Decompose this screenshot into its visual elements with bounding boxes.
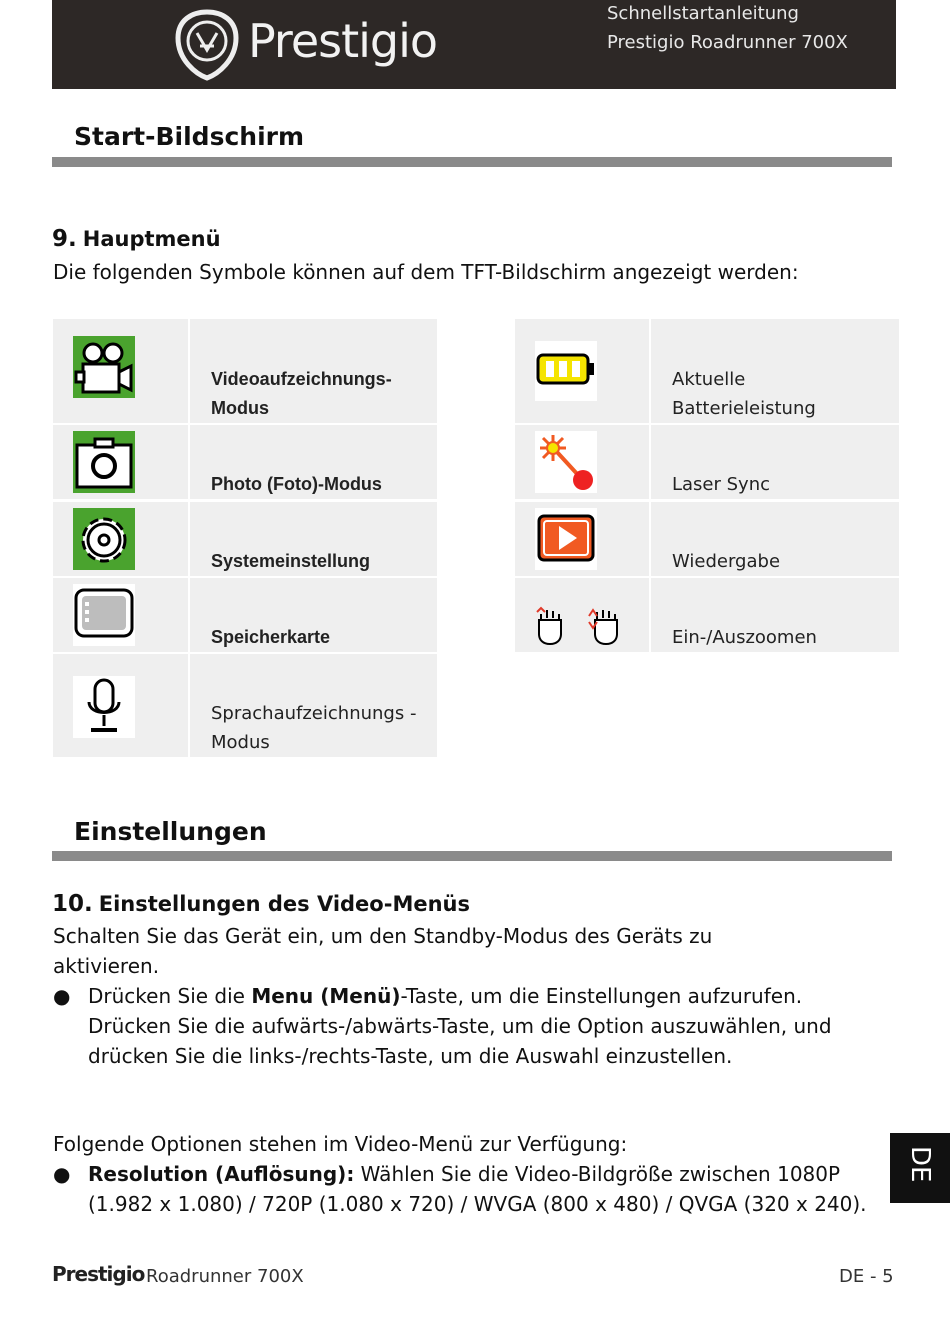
bullet-dot: ● [53,1162,71,1186]
prestigio-logo [170,8,480,82]
microphone-icon [73,676,135,738]
table-row [515,502,649,576]
table-row [53,578,188,652]
table-row [53,319,188,423]
heading-9 [52,226,221,252]
memory-card-icon [73,584,135,646]
table-row [515,425,649,499]
table-cell [190,319,437,423]
footer-model: Roadrunner 700X [146,1266,304,1287]
header-subtitle-line2: Prestigio Roadrunner 700X [607,32,848,53]
page-number: DE - 5 [839,1266,894,1287]
heading-number: 10. [52,891,93,917]
section-divider [52,157,892,167]
icon-label: Wiedergabe [672,551,781,572]
table-row [53,425,188,499]
table-cell [651,502,899,576]
icon-label: Videoaufzeichnungs-Modus [211,369,392,418]
table-row [53,502,188,576]
table-cell [190,578,437,652]
table-cell [651,578,899,652]
play-icon [535,508,597,570]
icon-label: Systemeinstellung [211,551,371,571]
table-cell [190,654,437,757]
language-tab-label: DE [905,1146,935,1183]
bullet-dot: ● [53,984,71,1008]
icon-label: Photo (Foto)-Modus [211,474,382,494]
heading-title: Hauptmenü [82,227,221,251]
video-camera-icon [73,336,135,398]
battery-icon [535,341,597,401]
brand-name: Prestigio [248,14,438,68]
intro-paragraph-9: Die folgenden Symbole können auf dem TFT-Bildschirm angezeigt werden: [53,260,799,284]
icon-label: Ein-/Auszoomen [672,627,817,648]
bullet-text: Drücken Sie die Menu (Menü)-Taste, um die Einstellungen aufzurufen. Drücken Sie die aufwärts-/abwärts-Taste, um die Option auszuwählen, und drücken Sie die links-/rechts-Taste, um die Auswahl einzustellen. [88,984,832,1068]
section-divider [52,851,892,861]
icon-label: Laser Sync [672,474,771,495]
list-item [53,981,873,1101]
zoom-hand-icon [533,606,633,646]
language-tab [890,1133,950,1203]
icon-label: Aktuelle Batterieleistung [672,369,816,419]
section-title-start: Start-Bildschirm [74,122,305,151]
bullet-text: Resolution (Auflösung): Wählen Sie die Video-Bildgröße zwischen 1080P (1.982 x 1.080) / 720P (1.080 x 720) / WVGA (800 x 480) / QVGA (320 x 240). [88,1162,867,1216]
table-cell [190,425,437,499]
heading-10 [52,891,470,917]
photo-camera-icon [73,431,135,493]
section-title-settings: Einstellungen [74,817,267,846]
heading-number: 9. [52,226,77,252]
footer-brand: Prestigio [52,1262,145,1286]
table-cell [190,502,437,576]
list-item [53,1159,873,1249]
shield-emblem-icon [170,8,244,82]
heading-title: Einstellungen des Video-Menüs [98,892,470,916]
laser-icon [535,431,597,493]
table-row [515,319,649,423]
table-row [515,578,649,652]
gear-icon [73,508,135,570]
intro-paragraph-10: Schalten Sie das Gerät ein, um den Standby-Modus des Geräts zu aktivieren. [53,924,713,978]
icon-label: Sprachaufzeichnungs -Modus [211,703,417,753]
options-intro: Folgende Optionen stehen im Video-Menü zur Verfügung: [53,1132,628,1156]
table-row [53,654,188,757]
icon-label: Speicherkarte [211,627,331,647]
header-subtitle-line1: Schnellstartanleitung [607,3,799,24]
page-header [52,0,896,89]
table-cell [651,425,899,499]
table-cell [651,319,899,423]
